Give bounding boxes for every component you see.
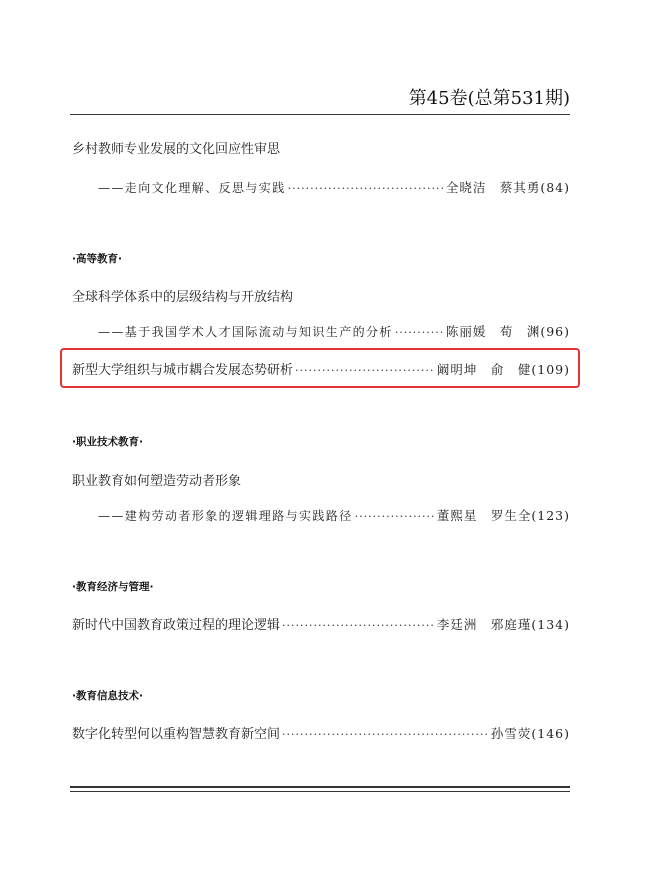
article-title: 数字化转型何以重构智慧教育新空间 <box>72 727 281 742</box>
toc-entry-digital-transformation[interactable] <box>72 723 570 742</box>
article-authors-page: 阚明坤 俞 健(109) <box>436 362 570 377</box>
toc-entry-policy-logic[interactable] <box>72 614 570 633</box>
volume-header: 第45卷(总第531期) <box>408 88 570 109</box>
dot-leader <box>355 510 435 523</box>
article-subtitle: ——基于我国学术人才国际流动与知识生产的分析 <box>98 325 393 339</box>
article-authors-page: 孙雪荧(146) <box>490 726 570 741</box>
toc-entry-global-science-sub[interactable] <box>98 322 570 340</box>
dot-leader <box>282 619 435 632</box>
header-rule <box>70 114 570 115</box>
dot-leader <box>295 364 435 377</box>
article-authors-page: 全晓洁 蔡其勇(84) <box>445 180 570 195</box>
bottom-rule-thick <box>70 786 570 788</box>
article-title-vocational: 职业教育如何塑造劳动者形象 <box>72 474 242 489</box>
section-heading-vocational-education: ·职业技术教育· <box>72 436 143 448</box>
toc-entry-rural-teacher-sub[interactable] <box>98 178 570 196</box>
dot-leader <box>395 326 444 339</box>
article-title-global-science: 全球科学体系中的层级结构与开放结构 <box>72 290 294 305</box>
section-heading-information-technology: ·教育信息技术· <box>72 690 143 702</box>
article-subtitle: ——建构劳动者形象的逻辑理路与实践路径 <box>98 509 353 523</box>
article-authors-page: 李廷洲 邪庭瑾(134) <box>436 617 570 632</box>
toc-entry-vocational-sub[interactable] <box>98 506 570 524</box>
article-subtitle: ——走向文化理解、反思与实践 <box>98 181 286 195</box>
article-authors-page: 陈丽媛 荀 渊(96) <box>445 324 570 339</box>
dot-leader <box>288 182 444 195</box>
section-heading-economics-management: ·教育经济与管理· <box>72 581 154 593</box>
article-authors-page: 董熙星 罗生全(123) <box>436 508 570 523</box>
dot-leader <box>282 728 489 741</box>
article-title: 新时代中国教育政策过程的理论逻辑 <box>72 618 281 633</box>
bottom-rule-thin <box>70 791 570 792</box>
article-title-rural-teacher: 乡村教师专业发展的文化回应性审思 <box>72 142 281 157</box>
article-title: 新型大学组织与城市耦合发展态势研析 <box>72 363 294 378</box>
toc-entry-new-university[interactable] <box>72 359 570 378</box>
section-heading-higher-education: ·高等教育· <box>72 253 122 265</box>
